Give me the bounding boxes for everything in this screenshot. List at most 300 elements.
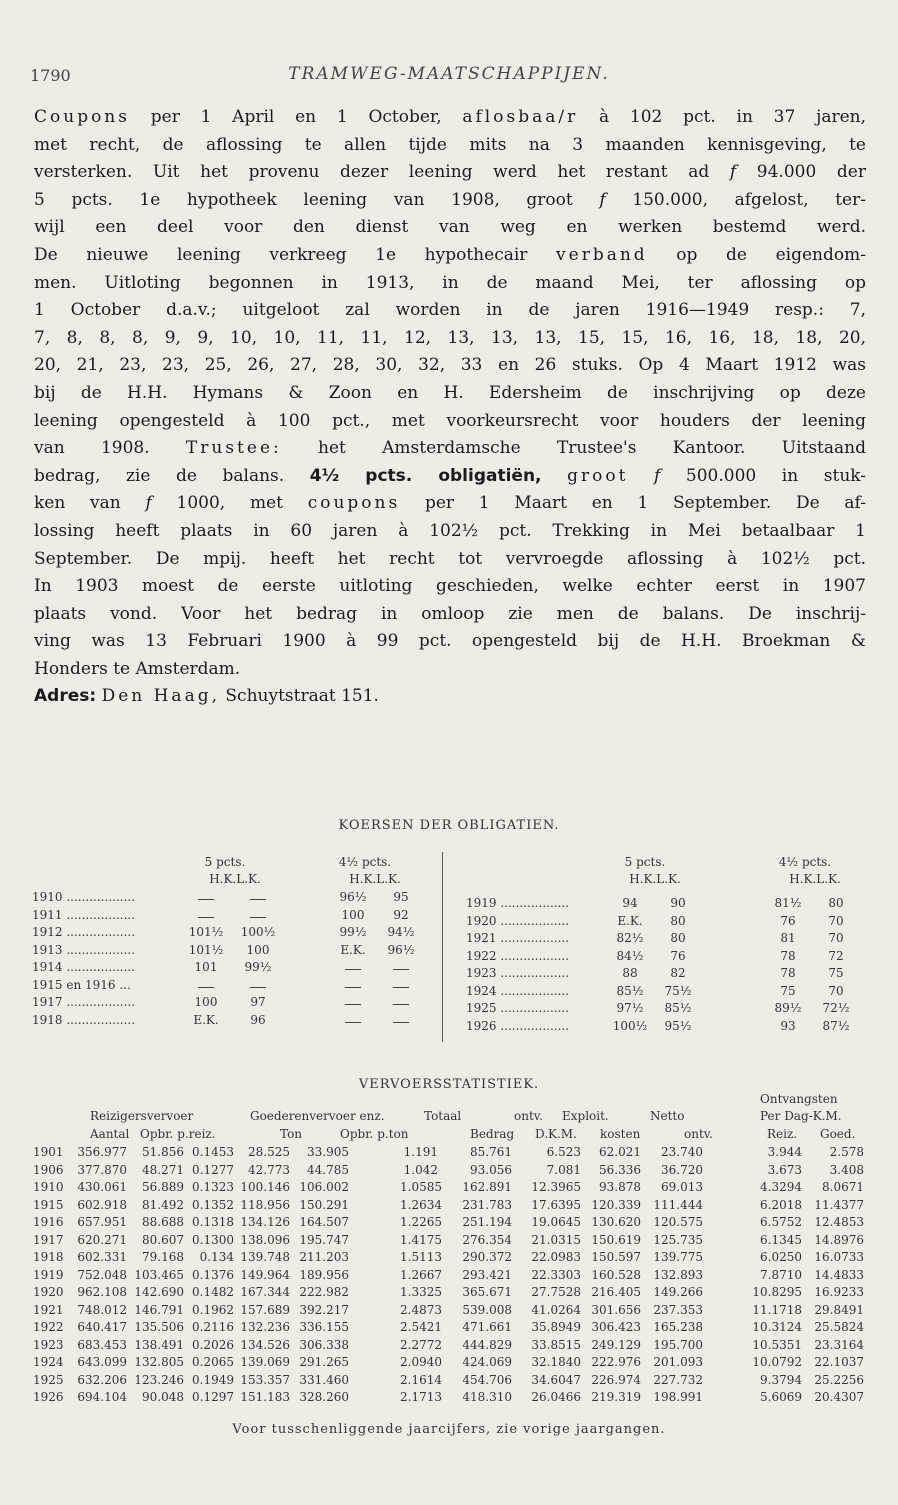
koers-value: 100½ [240, 925, 276, 939]
table-cell: 11.4377 [814, 1197, 864, 1212]
column-header: Bedrag [470, 1127, 515, 1141]
paragraph-line: De nieuwe leening verkreeg 1e hypothecair verband op de eigendom- [34, 244, 866, 265]
dash-mark [393, 987, 409, 988]
table-cell: 392.217 [299, 1302, 349, 1317]
table-cell: 2.1614 [400, 1372, 442, 1387]
table-cell: 331.460 [299, 1372, 349, 1387]
koers-value: 99½ [244, 960, 272, 974]
table-cell: 1.042 [403, 1162, 438, 1177]
table-cell: 81.492 [142, 1197, 184, 1212]
table-cell: 103.465 [134, 1267, 184, 1282]
table-cell: 51.856 [142, 1145, 184, 1159]
koers-value: 81 [780, 931, 796, 945]
column-header: Per Dag-K.M. [760, 1109, 842, 1123]
table-cell: 139.775 [653, 1250, 703, 1264]
koers-value: 70 [828, 913, 844, 928]
column-header: Netto [650, 1109, 685, 1123]
paragraph-line: 20, 21, 23, 23, 25, 26, 27, 28, 30, 32, 33 en 26 stuks. Op 4 Maart 1912 was [34, 355, 866, 376]
table-cell: 0.1949 [192, 1372, 234, 1387]
table-cell: 10.5351 [752, 1337, 802, 1352]
table-cell: 454.706 [462, 1372, 512, 1387]
koers-value: 70 [828, 983, 844, 998]
koers-year: 1910 .................. [32, 890, 136, 904]
column-header: Aantal [90, 1127, 130, 1141]
row-year: 1901 [33, 1145, 64, 1159]
table-cell: 44.785 [307, 1162, 349, 1177]
table-cell: 5.6069 [760, 1390, 802, 1404]
table-cell: 151.183 [240, 1390, 290, 1404]
table-cell: 1.4175 [400, 1232, 442, 1247]
table-cell: 602.331 [77, 1250, 127, 1264]
table-cell: 276.354 [462, 1232, 512, 1247]
dash-mark [393, 1004, 409, 1005]
table-cell: 28.525 [248, 1145, 290, 1159]
table-cell: 33.8515 [531, 1337, 581, 1352]
table-cell: 10.8295 [752, 1285, 802, 1299]
table-cell: 0.1300 [192, 1232, 234, 1247]
table-cell: 134.526 [240, 1337, 290, 1352]
row-year: 1906 [33, 1162, 64, 1177]
row-year: 1920 [33, 1285, 64, 1299]
table-cell: 195.747 [299, 1232, 349, 1247]
table-cell: 146.791 [134, 1302, 184, 1317]
table-cell: 643.099 [77, 1355, 127, 1369]
table-cell: 80.607 [142, 1232, 184, 1247]
table-cell: 471.661 [462, 1320, 512, 1334]
table-cell: 189.956 [299, 1267, 349, 1282]
row-year: 1917 [33, 1232, 64, 1247]
table-cell: 6.2018 [760, 1197, 802, 1212]
table-cell: 157.689 [240, 1302, 290, 1317]
table-cell: 118.956 [240, 1197, 290, 1212]
row-year: 1922 [33, 1320, 64, 1334]
column-header: Ton [280, 1127, 303, 1141]
row-year: 1921 [33, 1302, 64, 1317]
koers-value: 72½ [822, 1001, 850, 1015]
dash-mark [345, 1004, 361, 1005]
table-cell: 36.720 [661, 1162, 703, 1177]
koers-year: 1913 .................. [32, 942, 136, 957]
table-cell: 9.3794 [760, 1372, 802, 1387]
table-cell: 106.002 [299, 1180, 349, 1194]
table-cell: 2.4873 [400, 1302, 442, 1317]
dash-mark [250, 899, 266, 900]
col-head-5pcts: 5 pcts. [204, 855, 246, 869]
table-cell: 34.6047 [531, 1372, 581, 1387]
table-cell: 22.0983 [531, 1250, 581, 1264]
table-cell: 130.620 [591, 1215, 641, 1229]
column-header: Reizigersvervoer [90, 1109, 194, 1123]
row-year: 1926 [33, 1390, 64, 1404]
table-cell: 10.3124 [752, 1320, 802, 1334]
koers-value: 101½ [188, 942, 224, 957]
table-cell: 8.0671 [822, 1180, 864, 1194]
paragraph-line: 5 pcts. 1e hypotheek leening van 1908, groot f 150.000, afgelost, ter- [34, 189, 866, 210]
koers-year: 1911 .................. [32, 907, 136, 922]
table-cell: 12.3965 [531, 1180, 581, 1194]
table-cell: 93.878 [599, 1180, 641, 1194]
table-cell: 6.1345 [760, 1232, 802, 1247]
koers-value: 100 [341, 907, 365, 922]
paragraph-line: 1 October d.a.v.; uitgeloot zal worden in de jaren 1916—1949 resp.: 7, [34, 300, 866, 321]
table-cell: 377.870 [77, 1162, 127, 1177]
koers-year: 1921 .................. [466, 931, 570, 945]
table-cell: 222.982 [299, 1285, 349, 1299]
table-cell: 56.336 [599, 1162, 641, 1177]
row-year: 1919 [33, 1267, 64, 1282]
table-cell: 195.700 [653, 1337, 703, 1352]
koers-year: 1912 .................. [32, 925, 136, 939]
table-cell: 138.096 [240, 1232, 290, 1247]
table-cell: 237.353 [653, 1302, 703, 1317]
koers-value: 70 [828, 931, 844, 945]
paragraph-line: wijl een deel voor den dienst van weg en werken bestemd werd. [34, 217, 866, 238]
table-cell: 132.805 [134, 1355, 184, 1369]
koers-value: 76 [780, 913, 796, 928]
table-cell: 3.944 [767, 1145, 802, 1159]
table-cell: 93.056 [470, 1162, 512, 1177]
koers-value: 85½ [616, 983, 644, 998]
footer-note: Voor tusschenliggende jaarcijfers, zie vorige jaargangen. [232, 1422, 666, 1437]
table-cell: 139.748 [240, 1250, 290, 1264]
dash-mark [345, 987, 361, 988]
column-divider [442, 852, 443, 1042]
paragraph-line: ving was 13 Februari 1900 à 99 pct. opengesteld bij de H.H. Broekman & [34, 631, 866, 652]
table-cell: 356.977 [77, 1145, 127, 1159]
table-cell: 125.735 [653, 1232, 703, 1247]
table-cell: 162.891 [462, 1180, 512, 1194]
koers-value: E.K. [340, 942, 366, 957]
koers-value: 100½ [612, 1018, 648, 1033]
row-year: 1915 [33, 1197, 64, 1212]
koers-value: 95 [393, 890, 409, 904]
table-cell: 226.974 [591, 1372, 641, 1387]
table-cell: 20.4307 [814, 1390, 864, 1404]
paragraph-line: bij de H.H. Hymans & Zoon en H. Edersheim de inschrijving op deze [34, 382, 866, 403]
table-cell: 2.1713 [400, 1390, 442, 1404]
koers-year: 1918 .................. [32, 1012, 136, 1027]
table-cell: 251.194 [462, 1215, 512, 1229]
koers-year: 1925 .................. [466, 1001, 570, 1015]
table-cell: 293.421 [462, 1267, 512, 1282]
koers-value: 80 [670, 913, 686, 928]
column-header: Ontvangsten [760, 1092, 838, 1106]
table-cell: 135.506 [134, 1320, 184, 1334]
table-cell: 22.1037 [814, 1355, 864, 1369]
table-cell: 1.191 [403, 1145, 438, 1159]
table-cell: 25.2256 [814, 1372, 864, 1387]
table-cell: 752.048 [77, 1267, 127, 1282]
table-cell: 365.671 [462, 1285, 512, 1299]
table-cell: 14.4833 [814, 1267, 864, 1282]
koers-value: 97½ [616, 1001, 644, 1015]
koers-value: 100 [246, 942, 270, 957]
table-cell: 21.0315 [531, 1232, 581, 1247]
koers-value: 97 [250, 995, 266, 1009]
column-header: kosten [600, 1127, 641, 1141]
table-cell: 14.8976 [814, 1232, 864, 1247]
dash-mark [250, 917, 266, 918]
table-cell: 56.889 [142, 1180, 184, 1194]
paragraph-line: plaats vond. Voor het bedrag in omloop zie men de balans. De inschrij- [34, 603, 866, 624]
table-cell: 0.1297 [192, 1390, 234, 1404]
table-cell: 1.2634 [400, 1197, 442, 1212]
table-cell: 306.338 [299, 1337, 349, 1352]
koers-value: 85½ [664, 1001, 692, 1015]
row-year: 1916 [33, 1215, 64, 1229]
paragraph-line: bedrag, zie de balans. 4½ pcts. obligatiën, groot f 500.000 in stuk- [34, 465, 866, 486]
table-cell: 430.061 [77, 1180, 127, 1194]
koersen-title: KOERSEN DER OBLIGATIEN. [338, 818, 560, 833]
koers-value: 80 [670, 931, 686, 945]
table-cell: 0.1323 [192, 1180, 234, 1194]
table-cell: 7.081 [546, 1162, 581, 1177]
table-cell: 1.5113 [400, 1250, 442, 1264]
koers-value: 78 [780, 948, 796, 963]
table-cell: 48.271 [142, 1162, 184, 1177]
col-sub-hkl: H.K.L.K. [789, 872, 841, 886]
table-cell: 424.069 [462, 1355, 512, 1369]
table-cell: 290.372 [462, 1250, 512, 1264]
table-cell: 10.0792 [752, 1355, 802, 1369]
column-header: Goed. [820, 1127, 856, 1141]
table-cell: 0.1482 [192, 1285, 234, 1299]
table-cell: 748.012 [77, 1302, 127, 1317]
paragraph-line: versterken. Uit het provenu dezer leening werd het restant ad f 94.000 der [34, 162, 866, 183]
paragraph-line: met recht, de aflossing te allen tijde mits na 3 maanden kennisgeving, te [34, 134, 866, 155]
koers-value: 94 [622, 896, 638, 910]
table-cell: 291.265 [299, 1355, 349, 1369]
table-cell: 19.0645 [531, 1215, 581, 1229]
koers-value: 100 [194, 995, 218, 1009]
table-cell: 7.8710 [760, 1267, 802, 1282]
koers-value: 99½ [339, 925, 367, 939]
koers-value: 80 [828, 896, 844, 910]
table-cell: 657.951 [77, 1215, 127, 1229]
koers-value: 96½ [387, 942, 415, 957]
table-cell: 32.1840 [531, 1355, 581, 1369]
koers-value: 75½ [664, 983, 692, 998]
koers-value: 96½ [339, 890, 367, 904]
table-cell: 149.964 [240, 1267, 290, 1282]
table-cell: 120.575 [653, 1215, 703, 1229]
table-cell: 0.1318 [192, 1215, 234, 1229]
table-cell: 216.405 [591, 1285, 641, 1299]
table-cell: 539.008 [462, 1302, 512, 1317]
table-cell: 0.1352 [192, 1197, 234, 1212]
dash-mark [250, 987, 266, 988]
table-cell: 167.344 [240, 1285, 290, 1299]
row-year: 1910 [33, 1180, 64, 1194]
dash-mark [198, 987, 214, 988]
dash-mark [198, 899, 214, 900]
table-cell: 2.578 [829, 1145, 864, 1159]
table-cell: 219.319 [591, 1390, 641, 1404]
table-cell: 153.357 [240, 1372, 290, 1387]
table-cell: 222.976 [591, 1355, 641, 1369]
table-cell: 249.129 [591, 1337, 641, 1352]
table-cell: 328.260 [299, 1390, 349, 1404]
table-cell: 2.5421 [400, 1320, 442, 1334]
koers-value: 75 [828, 966, 844, 980]
table-cell: 150.597 [591, 1250, 641, 1264]
koers-value: 89½ [774, 1001, 802, 1015]
column-header: Totaal [424, 1109, 462, 1123]
table-cell: 0.2116 [192, 1320, 234, 1334]
table-cell: 33.905 [307, 1145, 349, 1159]
koers-value: 75 [780, 983, 796, 998]
dash-mark [198, 917, 214, 918]
page-number: 1790 [30, 66, 71, 85]
paragraph-line: ken van f 1000, met coupons per 1 Maart en 1 September. De af- [34, 493, 866, 514]
table-cell: 42.773 [248, 1162, 290, 1177]
dash-mark [393, 1022, 409, 1023]
koers-value: 93 [780, 1018, 796, 1033]
table-cell: 683.453 [77, 1337, 127, 1352]
table-cell: 79.168 [142, 1250, 184, 1264]
koers-year: 1924 .................. [466, 983, 570, 998]
table-cell: 62.021 [599, 1145, 641, 1159]
table-cell: 132.893 [653, 1267, 703, 1282]
col-head-4half-pcts: 4½ pcts. [778, 855, 832, 869]
koers-value: E.K. [193, 1012, 219, 1027]
column-header: Opbr. p.ton [340, 1127, 409, 1141]
table-cell: 306.423 [591, 1320, 641, 1334]
column-header: D.K.M. [535, 1127, 577, 1141]
table-cell: 227.732 [653, 1372, 703, 1387]
koers-year: 1923 .................. [466, 966, 570, 980]
table-cell: 138.491 [134, 1337, 184, 1352]
row-year: 1925 [33, 1372, 64, 1387]
table-cell: 139.069 [240, 1355, 290, 1369]
table-cell: 336.155 [299, 1320, 349, 1334]
column-header: Opbr. p.reiz. [140, 1127, 216, 1141]
table-cell: 201.093 [653, 1355, 703, 1369]
table-cell: 0.1962 [192, 1302, 234, 1317]
table-cell: 6.0250 [760, 1250, 802, 1264]
table-cell: 6.5752 [760, 1215, 802, 1229]
koers-year: 1920 .................. [466, 913, 570, 928]
row-year: 1918 [33, 1250, 64, 1264]
table-cell: 69.013 [661, 1180, 703, 1194]
table-cell: 149.266 [653, 1285, 703, 1299]
paragraph-line: Adres: Den Haag, Schuytstraat 151. [34, 686, 379, 707]
table-cell: 2.0940 [400, 1355, 442, 1369]
table-cell: 1.0585 [400, 1180, 442, 1194]
vervoer-title: VERVOERSSTATISTIEK. [358, 1077, 540, 1092]
koers-value: 101½ [188, 925, 224, 939]
koers-value: 76 [670, 948, 686, 963]
table-cell: 0.2065 [192, 1355, 234, 1369]
table-cell: 694.104 [77, 1390, 127, 1404]
paragraph-line: 7, 8, 8, 8, 9, 9, 10, 10, 11, 11, 12, 13, 13, 13, 15, 15, 16, 16, 18, 18, 20, [34, 327, 866, 348]
table-cell: 3.673 [767, 1162, 802, 1177]
table-cell: 3.408 [829, 1162, 864, 1177]
paragraph-line: leening opengesteld à 100 pct., met voorkeursrecht voor houders der leening [34, 410, 866, 431]
table-cell: 123.246 [134, 1372, 184, 1387]
table-cell: 29.8491 [814, 1302, 864, 1317]
table-cell: 111.444 [653, 1197, 703, 1212]
koers-value: 92 [393, 907, 409, 922]
column-header: Goederenvervoer enz. [250, 1109, 385, 1123]
koers-year: 1914 .................. [32, 960, 136, 974]
table-cell: 962.108 [77, 1285, 127, 1299]
koers-value: 72 [828, 948, 844, 963]
row-year: 1924 [33, 1355, 64, 1369]
table-cell: 142.690 [134, 1285, 184, 1299]
table-cell: 11.1718 [752, 1302, 802, 1317]
table-cell: 23.740 [661, 1145, 703, 1159]
koers-value: 95½ [664, 1018, 692, 1033]
table-cell: 620.271 [77, 1232, 127, 1247]
table-cell: 26.0466 [531, 1390, 581, 1404]
table-cell: 25.5824 [814, 1320, 864, 1334]
table-cell: 602.918 [77, 1197, 127, 1212]
table-cell: 418.310 [462, 1390, 512, 1404]
column-header: Exploit. [562, 1109, 609, 1123]
koers-value: 96 [250, 1012, 266, 1027]
column-header: ontv. [514, 1109, 543, 1123]
col-head-4half-pcts: 4½ pcts. [338, 855, 392, 869]
koers-value: 88 [622, 966, 638, 980]
koers-year: 1915 en 1916 ... [32, 977, 131, 992]
table-cell: 16.0733 [814, 1250, 864, 1264]
table-cell: 16.9233 [814, 1285, 864, 1299]
col-sub-hkl: H.K.L.K. [349, 872, 401, 886]
koers-value: 94½ [387, 925, 415, 939]
koers-value: 101 [194, 960, 218, 974]
table-cell: 1.2667 [400, 1267, 442, 1282]
table-cell: 23.3164 [814, 1337, 864, 1352]
page-title: TRAMWEG-MAATSCHAPPIJEN. [288, 64, 610, 84]
paragraph-line: September. De mpij. heeft het recht tot vervroegde aflossing à 102½ pct. [34, 548, 866, 569]
table-cell: 22.3303 [531, 1267, 581, 1282]
table-cell: 160.528 [591, 1267, 641, 1282]
table-cell: 231.783 [462, 1197, 512, 1212]
paragraph-line: Honders te Amsterdam. [34, 658, 241, 679]
paragraph-line: lossing heeft plaats in 60 jaren à 102½ pct. Trekking in Mei betaalbaar 1 [34, 520, 866, 541]
table-cell: 150.291 [299, 1197, 349, 1212]
row-year: 1923 [33, 1337, 64, 1352]
koers-year: 1917 .................. [32, 995, 136, 1009]
table-cell: 1.3325 [400, 1285, 442, 1299]
table-cell: 198.991 [653, 1390, 703, 1404]
koers-value: 84½ [616, 948, 644, 963]
paragraph-line: men. Uitloting begonnen in 1913, in de maand Mei, ter aflossing op [34, 272, 866, 293]
table-cell: 301.656 [591, 1302, 641, 1317]
table-cell: 0.1376 [192, 1267, 234, 1282]
koers-year: 1922 .................. [466, 948, 570, 963]
koers-value: 81½ [774, 896, 802, 910]
column-header: ontv. [684, 1127, 713, 1141]
table-cell: 85.761 [470, 1145, 512, 1159]
table-cell: 6.523 [546, 1145, 581, 1159]
koers-year: 1919 .................. [466, 896, 570, 910]
table-cell: 1.2265 [400, 1215, 442, 1229]
dash-mark [345, 1022, 361, 1023]
table-cell: 0.2026 [192, 1337, 234, 1352]
koers-value: 78 [780, 966, 796, 980]
table-cell: 2.2772 [400, 1337, 442, 1352]
table-cell: 27.7528 [531, 1285, 581, 1299]
col-head-5pcts: 5 pcts. [624, 855, 666, 869]
table-cell: 134.126 [240, 1215, 290, 1229]
koers-value: 90 [670, 896, 686, 910]
table-cell: 640.417 [77, 1320, 127, 1334]
table-cell: 132.236 [240, 1320, 290, 1334]
table-cell: 41.0264 [531, 1302, 581, 1317]
dash-mark [345, 969, 361, 970]
